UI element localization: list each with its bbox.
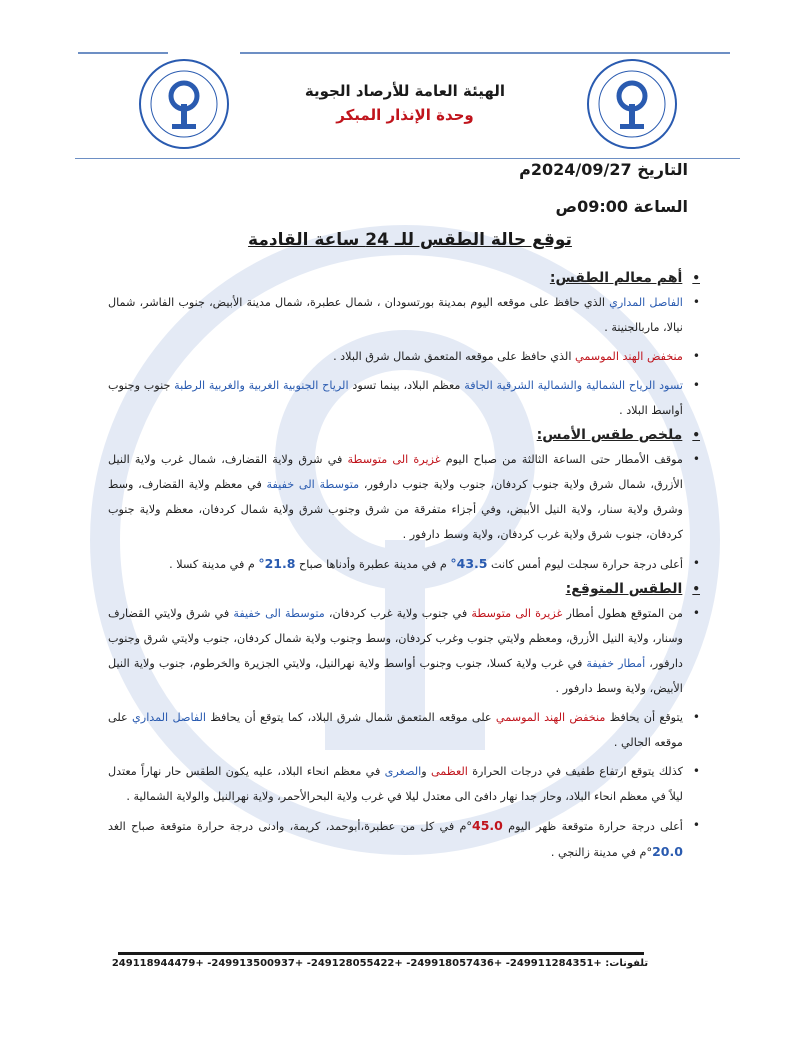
text-run: أعلى درجة حرارة سجلت ليوم أمس كانت xyxy=(487,558,683,571)
bullet-item xyxy=(108,601,700,701)
bullet-list xyxy=(108,601,700,865)
text-run: يتوقع أن يحافظ xyxy=(605,711,683,724)
header-rule xyxy=(75,158,740,159)
footer-rule xyxy=(118,952,644,955)
bullet-icon: • xyxy=(692,764,700,778)
bullet-icon: • xyxy=(692,556,700,570)
bullet-item xyxy=(108,813,700,865)
section-heading: الطقس المتوقع: xyxy=(565,581,683,597)
text-run: الرياح الجنوبية الغربية والغربية الرطبة xyxy=(174,379,349,392)
section-heading: أهم معالم الطقس: xyxy=(549,270,683,286)
bullet-icon: • xyxy=(692,295,700,309)
report-date: التاريخ 2024/09/27م xyxy=(519,160,688,179)
footer-phones: تلفونات: +249911284351- +249918057436- +249128055422- +249913500937- +249118944479 xyxy=(111,958,649,969)
text-run: °م في كل من عطبرة،أبوحمد، كريمة، وادنى درجة حرارة متوقعة صباح الغد xyxy=(108,820,473,833)
section-yesterday xyxy=(108,427,700,577)
section-features xyxy=(108,270,700,423)
text-run: أعلى درجة حرارة متوقعة ظهر اليوم xyxy=(502,820,683,833)
bullet-text xyxy=(108,601,683,701)
bullet-text xyxy=(108,373,683,423)
bullet-item xyxy=(108,759,700,809)
text-run: معظم البلاد، بينما تسود xyxy=(348,379,465,392)
top-rule-right xyxy=(240,52,730,54)
text-run: غزيرة الى متوسطة xyxy=(471,607,563,620)
text-run: في غرب ولاية كسلا، جنوب وجنوب أواسط ولاية نهرالنيل، ولايتي الجزيرة والخرطوم، جنوب ولاية النيل الأبيض، ولاية وسط دارفور . xyxy=(108,657,683,695)
bullet-text xyxy=(108,290,683,340)
text-run: م في مدينة كسلا . xyxy=(169,558,259,571)
text-run: متوسطة الى خفيفة xyxy=(266,478,360,491)
text-run: الذي حافظ على موقعه اليوم بمدينة بورتسودان ، شمال عطبرة، شمال مدينة الأبيض، جنوب الفاشر، شمال نيالا، ماربالجنينة . xyxy=(108,296,683,334)
bullet-icon: • xyxy=(692,710,700,724)
text-run: العظمى xyxy=(430,765,468,778)
text-run: الفاصل المداري xyxy=(609,296,683,309)
bullet-list xyxy=(108,290,700,423)
text-run: منخفض الهند الموسمي xyxy=(495,711,606,724)
page-title: توقع حالة الطقس للـ 24 ساعة القادمة xyxy=(248,230,572,250)
bullet-item xyxy=(108,705,700,755)
text-run: في شرق ولاية القضارف، شمال غرب ولاية النيل الأزرق، شمال شرق ولاية جنوب كردفان، جنوب ولاية جنوب دارفور، xyxy=(108,453,683,491)
bullet-item xyxy=(108,373,700,423)
text-run: 20.0 xyxy=(652,844,683,859)
bullet-item xyxy=(108,344,700,369)
bullet-text xyxy=(108,705,683,755)
text-run: على موقعه الحالي . xyxy=(108,711,683,749)
bullet-icon: • xyxy=(692,271,700,285)
bullet-icon: • xyxy=(692,349,700,363)
text-run: متوسطة الى خفيفة xyxy=(233,607,325,620)
report-time: الساعة 09:00ص xyxy=(555,197,688,216)
bullet-item xyxy=(108,551,700,577)
text-run: °م في مدينة زالنجي . xyxy=(550,846,653,859)
unit-name: وحدة الإنذار المبكر xyxy=(336,106,474,124)
authority-logo-right-icon xyxy=(586,58,678,150)
authority-logo-left-icon xyxy=(138,58,230,150)
text-run: في جنوب ولاية غرب كردفان، xyxy=(324,607,472,620)
bullet-text xyxy=(108,813,683,865)
bullet-text xyxy=(108,551,683,577)
bullet-icon: • xyxy=(692,428,700,442)
text-run: في معظم انحاء البلاد، عليه يكون الطقس حار نهاراً معتدل ليلاً في معظم انحاء البلاد، وحار جدا نهار دافئ الى معتدل ليلا في غرب ولاية البحرالأحمر، ولاية نهرالنيل والولاية الشمالية . xyxy=(108,765,683,803)
text-run: 45.0 xyxy=(472,818,503,833)
text-run: تسود الرياح الشمالية والشمالية الشرقية الجافة xyxy=(464,379,683,392)
bullet-item xyxy=(108,447,700,547)
text-run: من المتوقع هطول أمطار xyxy=(562,607,683,620)
text-run: و xyxy=(421,765,431,778)
section-forecast xyxy=(108,581,700,865)
text-run: 21.8° xyxy=(258,556,296,571)
text-run: في معظم ولاية القضارف، وسط وشرق ولاية سنار، ولاية النيل الأبيض، وفي أجزاء متفرقة من شرق وجنوب شرق ولاية شمال كردفان، معظم ولاية جنوب كردفان، جنوب شرق ولاية غرب كردفان، ولاية وسط دارفور . xyxy=(108,478,683,541)
text-run: 43.5° xyxy=(450,556,488,571)
bullet-list xyxy=(108,447,700,577)
bullet-icon: • xyxy=(692,582,700,596)
bullet-item xyxy=(108,290,700,340)
organization-name: الهيئة العامة للأرصاد الجوية xyxy=(304,82,506,100)
bullet-text xyxy=(108,447,683,547)
report-body xyxy=(108,270,700,869)
bullet-text xyxy=(108,344,683,369)
bullet-text xyxy=(108,759,683,809)
text-run: على موقعه المتعمق شمال شرق البلاد، كما يتوقع أن يحافظ xyxy=(206,711,496,724)
text-run: جنوب وجنوب أواسط البلاد . xyxy=(108,379,683,417)
bullet-icon: • xyxy=(692,452,700,466)
header-title-block xyxy=(260,82,550,124)
text-run: غزيرة الى متوسطة xyxy=(347,453,441,466)
text-run: أمطار خفيفة xyxy=(586,657,646,670)
top-rule-left xyxy=(78,52,168,54)
text-run: منخفض الهند الموسمي xyxy=(575,350,683,363)
bullet-icon: • xyxy=(692,378,700,392)
text-run: كذلك يتوقع ارتفاع طفيف في درجات الحرارة xyxy=(467,765,683,778)
text-run: موقف الأمطار حتى الساعة الثالثة من صباح اليوم xyxy=(440,453,683,466)
text-run: في شرق ولايتي القضارف وسنار، ولاية النيل الأزرق، ومعظم ولايتي جنوب وغرب كردفان، وسط وجنوب ولاية شمال كردفان، جنوب ولايتي شرق وجنوب دارفور، xyxy=(108,607,683,670)
section-heading: ملخص طقس الأمس: xyxy=(536,427,683,443)
text-run: الذي حافظ على موقعه المتعمق شمال شرق البلاد . xyxy=(333,350,575,363)
bullet-icon: • xyxy=(692,606,700,620)
text-run: الفاصل المداري xyxy=(132,711,207,724)
text-run: الصغرى xyxy=(384,765,422,778)
bullet-icon: • xyxy=(692,818,700,832)
text-run: م في مدينة عطبرة وأدناها صباح xyxy=(295,558,451,571)
